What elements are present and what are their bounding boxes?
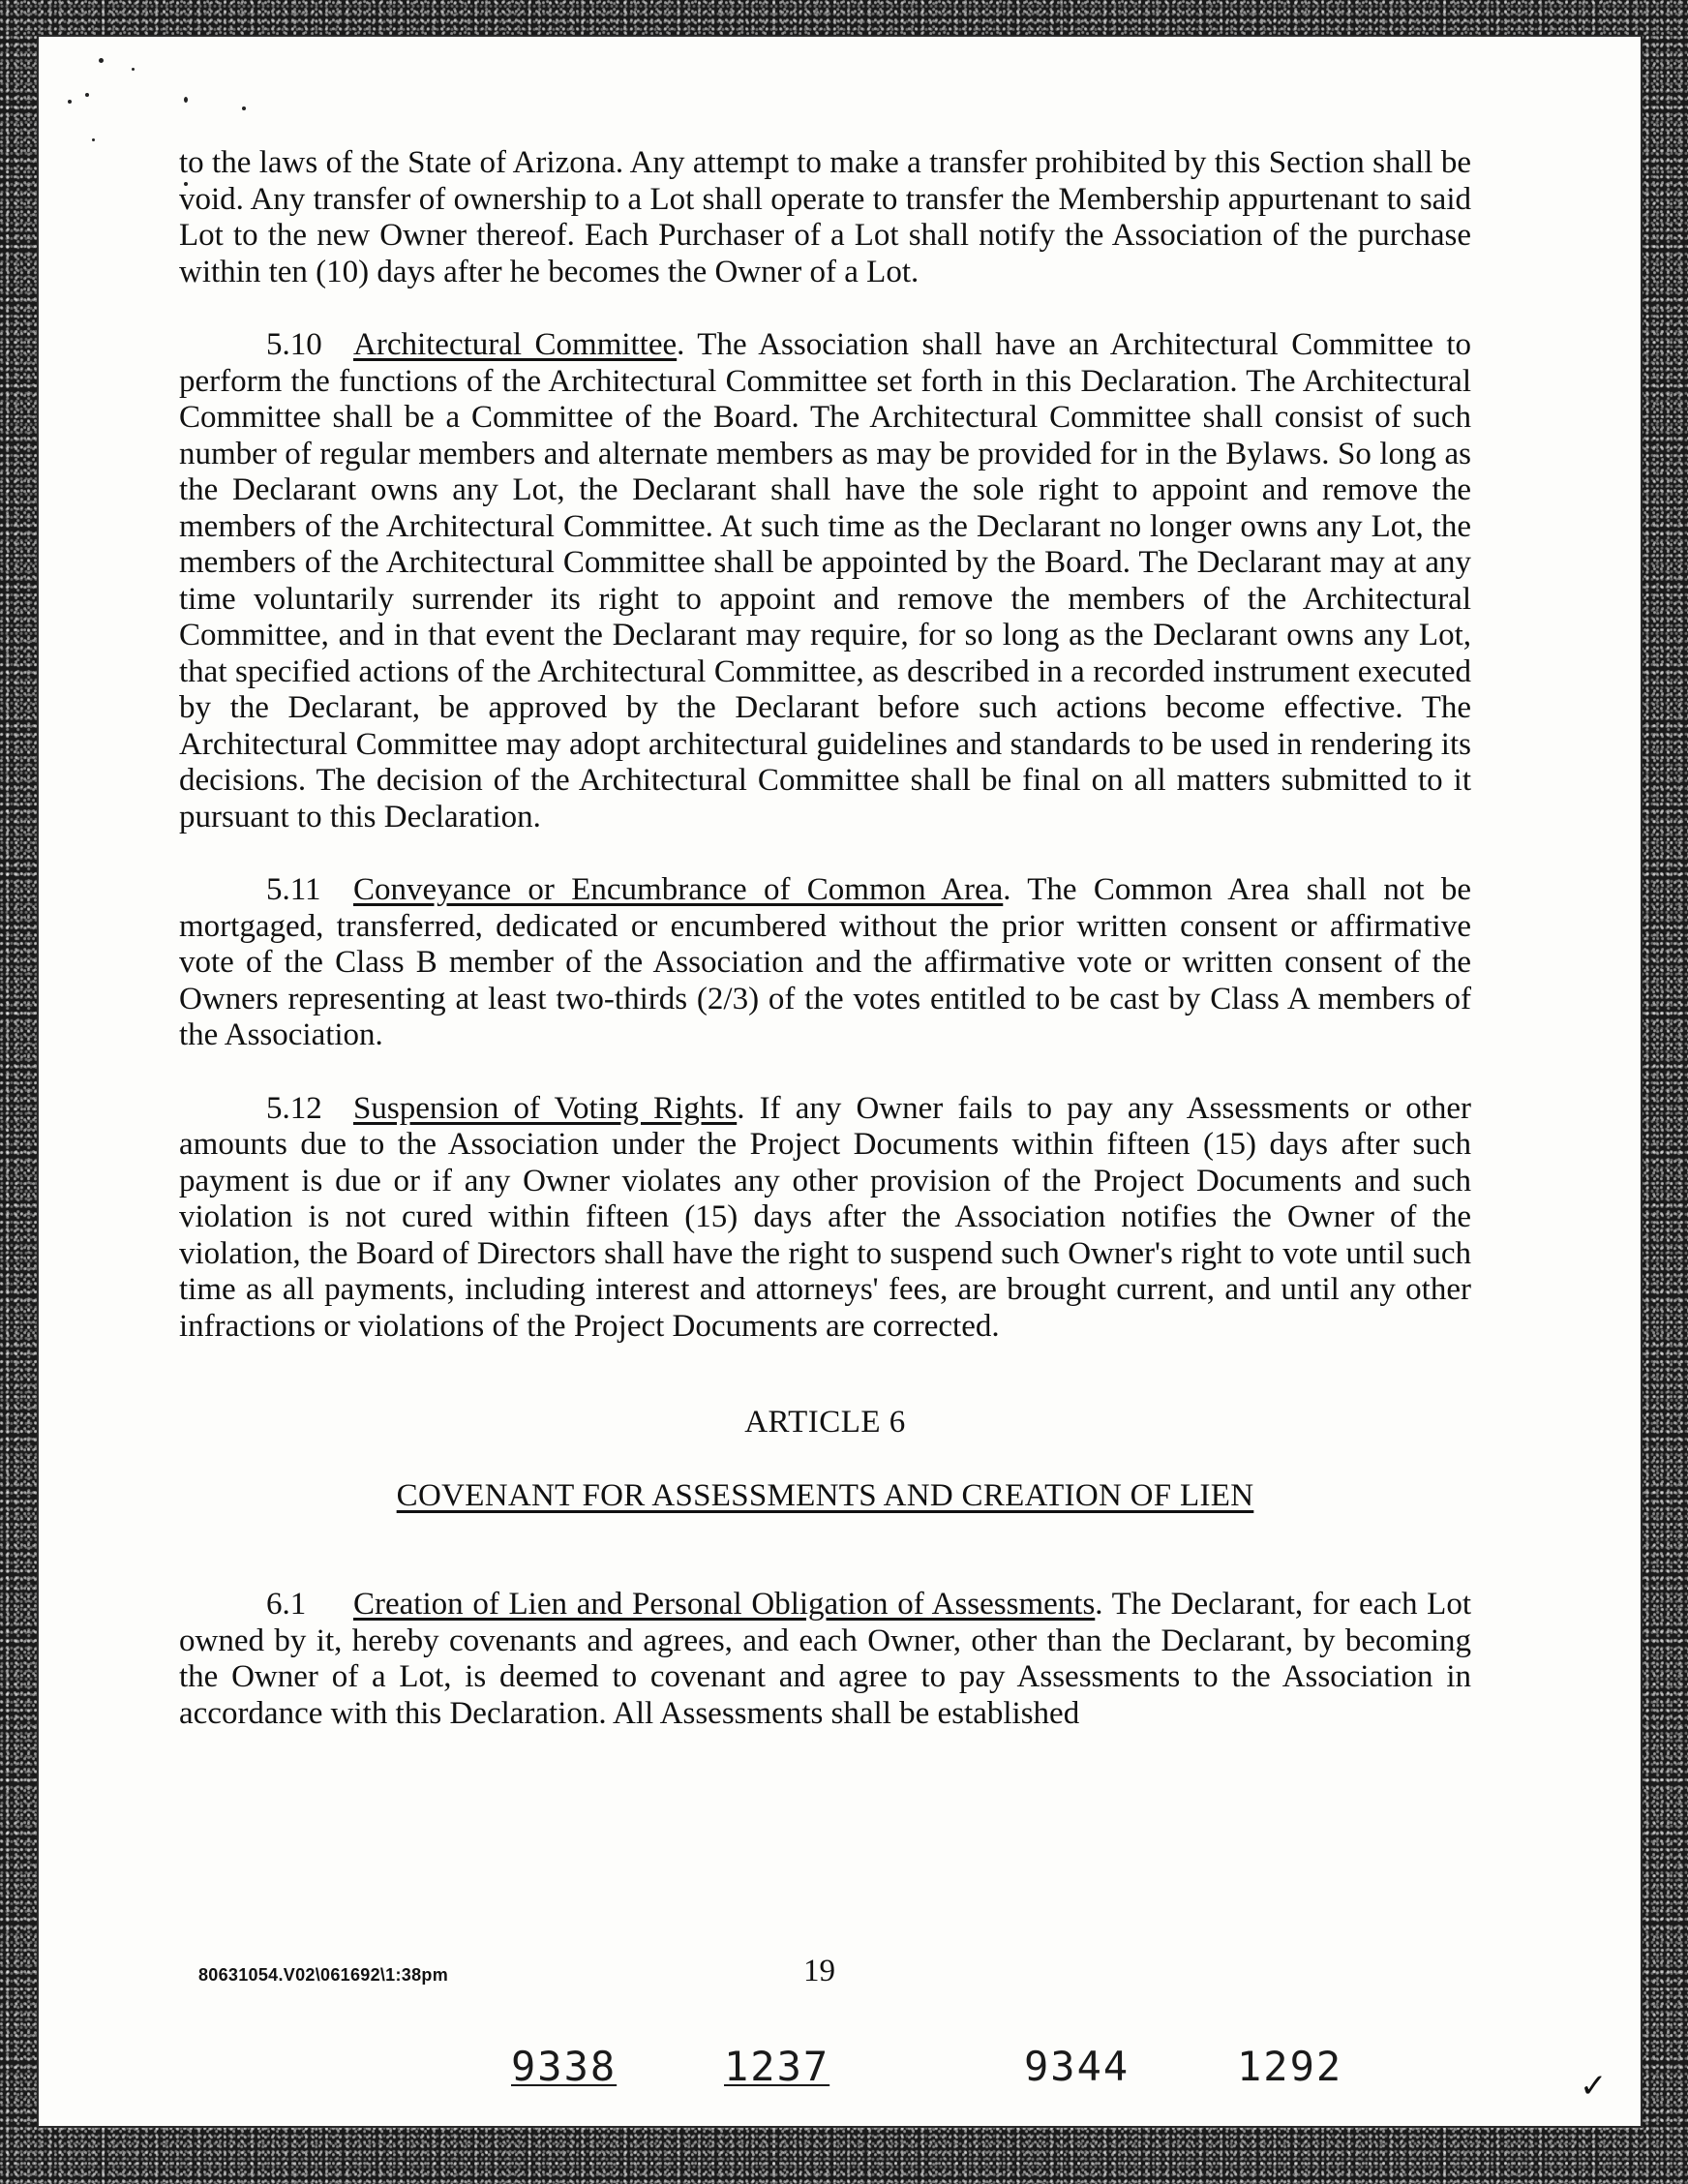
- section-number: 5.10: [266, 327, 322, 362]
- section-title: Conveyance or Encumbrance of Common Area: [353, 872, 1004, 907]
- section-5-12: 5.12 Suspension of Voting Rights. If any Owner fails to pay any Assessments or other amounts due to the Association under the Project Documents within fifteen (15) days after such payment is due or if any Owner violates any other provision of the Project Documents and such violation is not cured within fifteen (15) days after the Association notifies the Owner of the violation, the Board of Directors shall have the right to suspend such Owner's right to vote until such time as all payments, including interest and attorneys' fees, are brought current, and until any other infractions or violations of the Project Documents are corrected.: [179, 1090, 1472, 1344]
- section-body: The Declarant, for each Lot owned by it, hereby covenants and agrees, and each Owner, other than the Declarant, by becoming the Owner of a Lot, is deemed to covenant and agree to pay Assessments to the Association in accordance with this Declaration. All Assessments shall be established: [179, 1587, 1472, 1731]
- section-5-10: 5.10 Architectural Committee. The Association shall have an Architectural Committee to perform the functions of the Architectural Committee set forth in this Declaration. The Architectural Committee shall be a Committee of the Board. The Architectural Committee shall consist of such number of regular members and alternate members as may be provided for in the Bylaws. So long as the Declarant owns any Lot, the Declarant shall have the sole right to appoint and remove the members of the Architectural Committee. At such time as the Declarant no longer owns any Lot, the members of the Architectural Committee shall be appointed by the Board. The Declarant may at any time voluntarily surrender its right to appoint and remove the members of the Architectural Committee, and in that event the Declarant may require, for so long as the Declarant owns any Lot, that specified actions of the Architectural Committee, as described in a recorded instrument executed by the Declarant, be approved by the Declarant before such actions become effective. The Architectural Committee may adopt architectural guidelines and standards to be used in rendering its decisions. The decision of the Architectural Committee shall be final on all matters submitted to it pursuant to this Declaration.: [179, 327, 1472, 834]
- scan-speck: [132, 68, 135, 71]
- section-5-11: 5.11 Conveyance or Encumbrance of Common Area. The Common Area shall not be mortgaged, transferred, dedicated or encumbered without the prior written consent or affirmative vote of the Class B member of the Association and the affirmative vote or written consent of the Owners representing at least two-thirds (2/3) of the votes entitled to be cast by Class A members of the Association.: [179, 872, 1472, 1052]
- section-number: 5.11: [266, 872, 321, 907]
- scan-speck: [184, 97, 188, 103]
- section-body: The Common Area shall not be mortgaged, transferred, dedicated or encumbered without the prior written consent or affirmative vote of the Class B member of the Association and the affirmative vote or written consent of the Owners representing at least two-thirds (2/3) of the votes entitled to be cast by Class A members of the Association.: [179, 872, 1472, 1052]
- scan-speck: [68, 100, 72, 104]
- recording-stamp-left-b: 1237: [724, 2043, 830, 2090]
- section-number: 5.12: [266, 1090, 322, 1126]
- scan-speck: [92, 138, 95, 141]
- section-body: If any Owner fails to pay any Assessments or other amounts due to the Association under the Project Documents within fifteen (15) days after such payment is due or if any Owner violates any other provision of the Project Documents and such violation is not cured within fifteen (15) days after the Association notifies the Owner of the violation, the Board of Directors shall have the right to suspend such Owner's right to vote until such time as all payments, including interest and attorneys' fees, are brought current, and until any other infractions or violations of the Project Documents are corrected.: [179, 1090, 1472, 1344]
- section-title: Architectural Committee: [353, 327, 678, 362]
- article-heading: ARTICLE 6: [744, 1405, 906, 1440]
- recording-stamp-right-b: 1292: [1237, 2043, 1343, 2090]
- recording-stamp-right-a: 9344: [1024, 2043, 1130, 2090]
- page-number: 19: [803, 1954, 835, 1988]
- recording-stamp-left-a: 9338: [511, 2043, 618, 2090]
- file-code: 80631054.V02\061692\1:38pm: [198, 1965, 449, 1985]
- article-title: COVENANT FOR ASSESSMENTS AND CREATION OF LIEN: [396, 1477, 1254, 1513]
- scan-speck: [242, 106, 246, 110]
- scan-speck: [99, 58, 104, 63]
- scan-speck: [85, 93, 89, 97]
- section-title: Creation of Lien and Personal Obligation of Assessments: [353, 1587, 1096, 1622]
- section-number: 6.1: [266, 1587, 307, 1622]
- section-body: The Association shall have an Architectural Committee to perform the functions of the Architectural Committee set forth in this Declaration. The Architectural Committee shall be a Committee of the Board. The Architectural Committee shall consist of such number of regular members and alternate members as may be provided for in the Bylaws. So long as the Declarant owns any Lot, the Declarant shall have the sole right to appoint and remove the members of the Architectural Committee. At such time as the Declarant no longer owns any Lot, the members of the Architectural Committee shall be appointed by the Board. The Declarant may at any time voluntarily surrender its right to appoint and remove the members of the Architectural Committee, and in that event the Declarant may require, for so long as the Declarant owns any Lot, that specified actions of the Architectural Committee, as described in a recorded instrument executed by the Declarant, be approved by the Declarant before such actions become effective. The Architectural Committee may adopt architectural guidelines and standards to be used in rendering its decisions. The decision of the Architectural Committee shall be final on all matters submitted to it pursuant to this Declaration.: [179, 327, 1472, 834]
- section-title: Suspension of Voting Rights: [353, 1090, 738, 1126]
- check-mark-icon: ✓: [1580, 2067, 1608, 2106]
- opening-paragraph: to the laws of the State of Arizona. Any attempt to make a transfer prohibited by this Section shall be void. Any transfer of ownership to a Lot shall operate to transfer the Membership appurtenant to said Lot to the new Owner thereof. Each Purchaser of a Lot shall notify the Association of the purchase within ten (10) days after he becomes the Owner of a Lot.: [179, 145, 1471, 289]
- document-body: [179, 145, 1471, 1769]
- section-6-1: 6.1 Creation of Lien and Personal Obligation of Assessments. The Declarant, for each Lot owned by it, hereby covenants and agrees, and each Owner, other than the Declarant, by becoming the Owner of a Lot, is deemed to covenant and agree to pay Assessments to the Association in accordance with this Declaration. All Assessments shall be established: [179, 1587, 1472, 1731]
